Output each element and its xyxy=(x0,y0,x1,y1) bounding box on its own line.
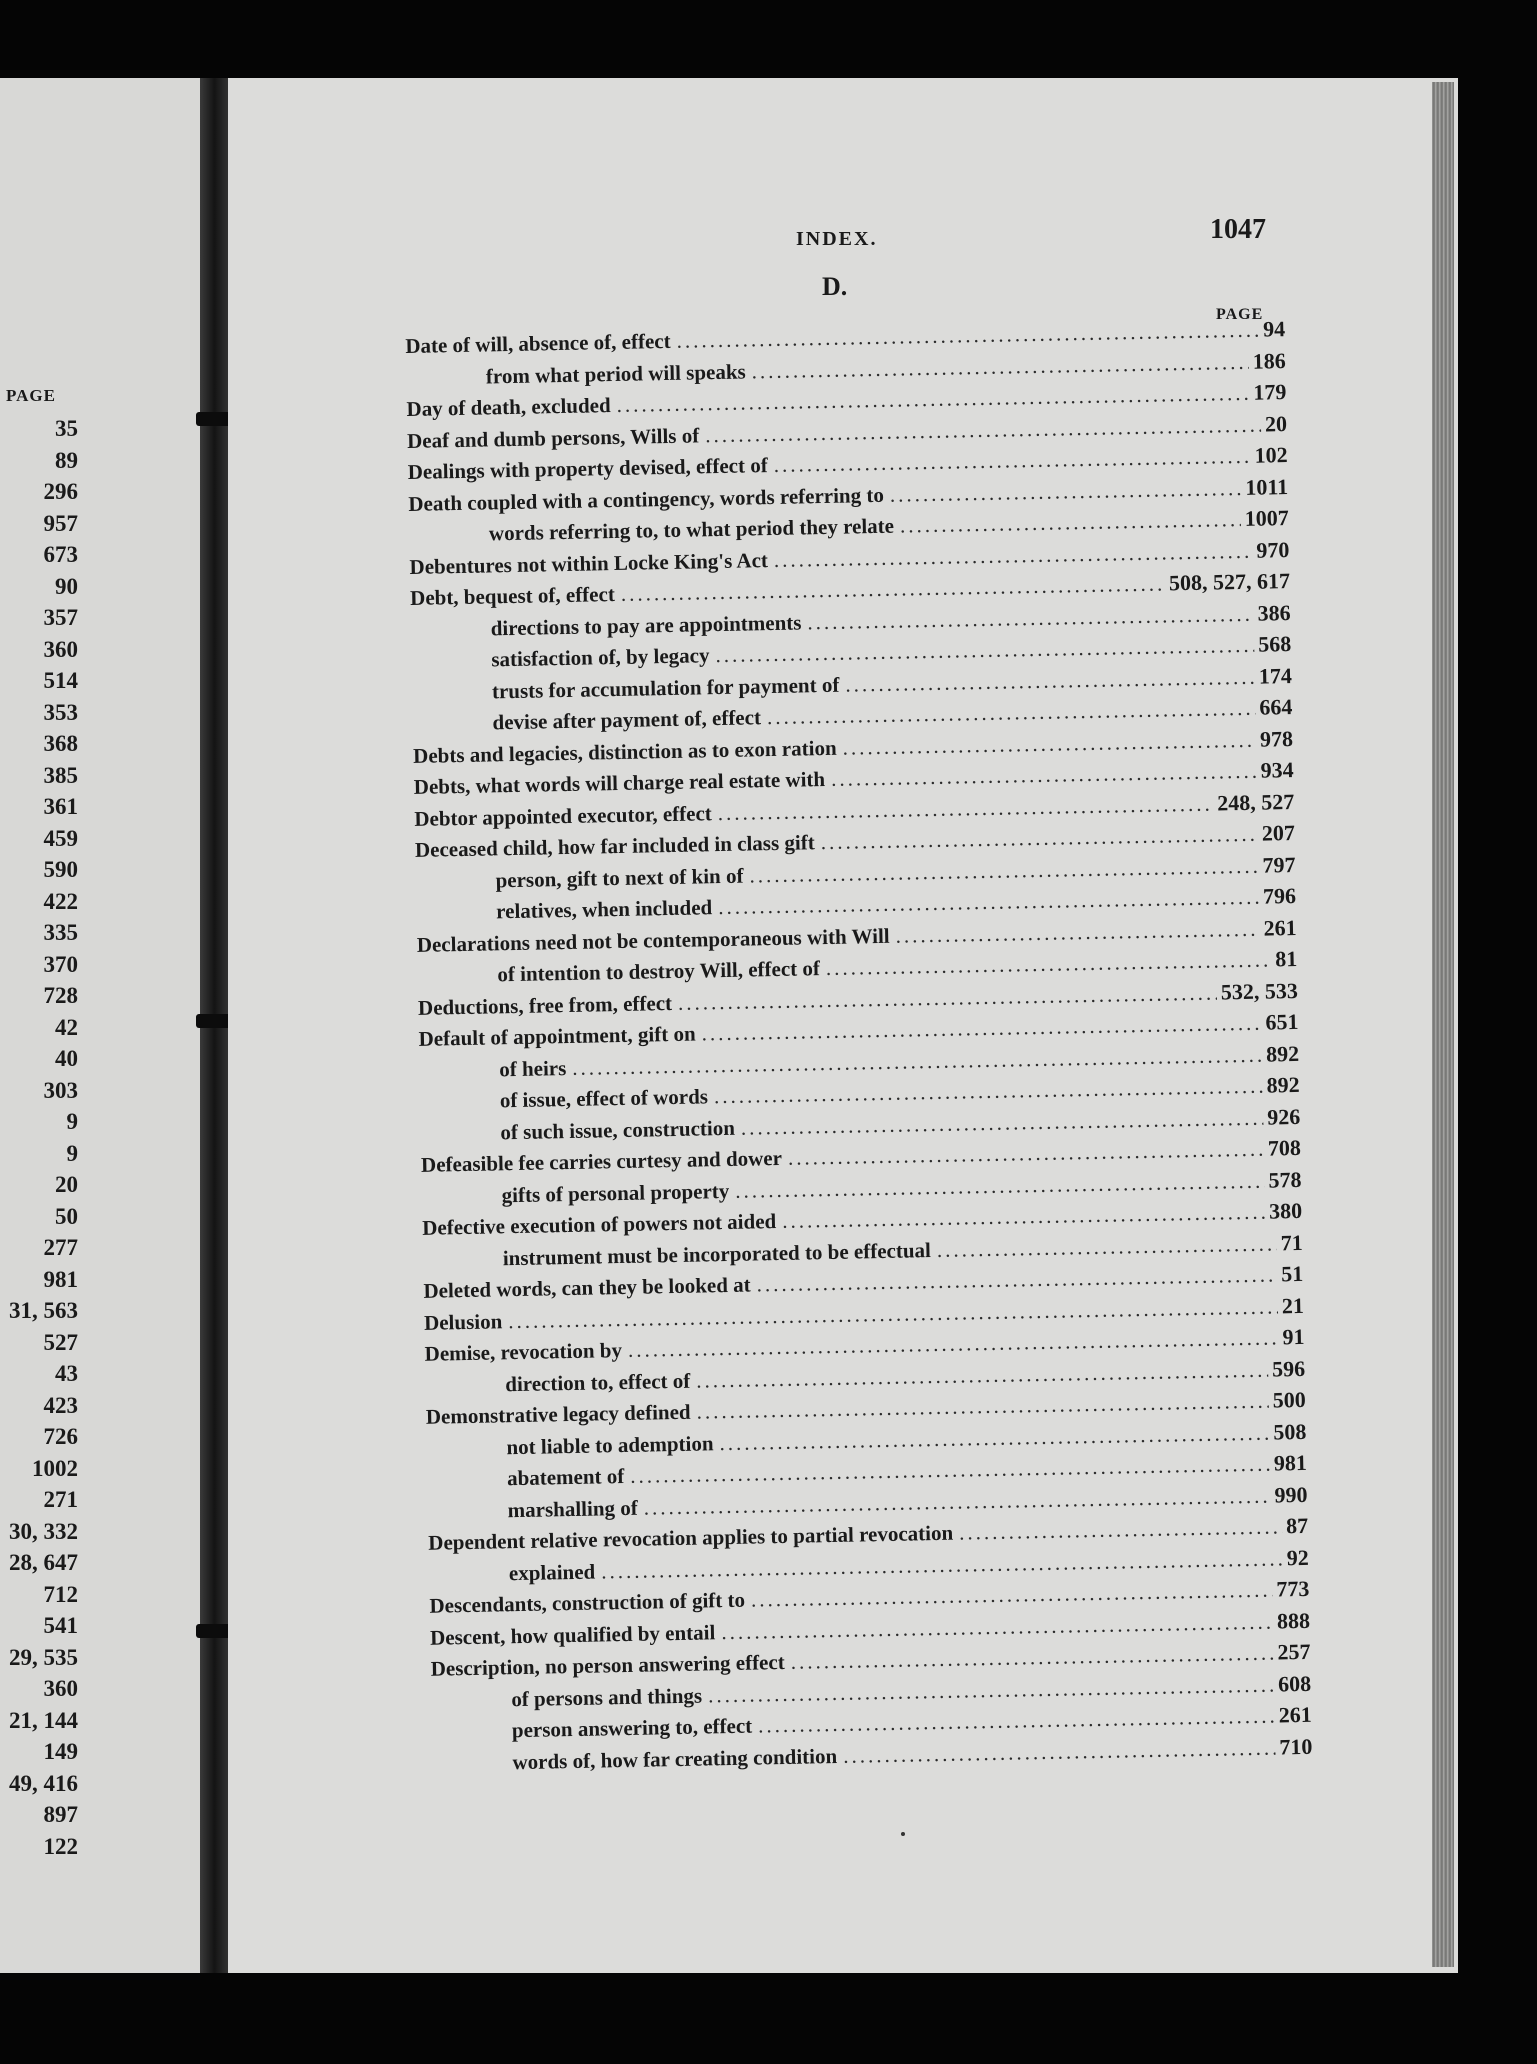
entry-text: abatement of xyxy=(506,1464,625,1491)
left-page-number: 514 xyxy=(43,668,78,693)
left-page-number: 1002 xyxy=(32,1455,78,1481)
entry-pages: 926 xyxy=(1267,1103,1301,1130)
entry-text: Demonstrative legacy defined xyxy=(425,1399,691,1429)
entry-text: Description, no person answering effect xyxy=(430,1649,785,1681)
entry-pages: 664 xyxy=(1259,694,1293,720)
entry-text: Dealings with property devised, effect of xyxy=(407,453,768,484)
left-page-number: 957 xyxy=(43,510,78,536)
entry-text: Demise, revocation by xyxy=(424,1338,623,1366)
left-page-number: 728 xyxy=(43,983,78,1008)
left-page-number: 35 xyxy=(55,416,78,441)
left-page-number: 981 xyxy=(43,1266,78,1292)
left-page-number: 370 xyxy=(43,951,78,977)
entry-pages: 92 xyxy=(1286,1544,1309,1570)
entry-pages: 608 xyxy=(1277,1670,1312,1696)
entry-text: person answering to, effect xyxy=(511,1713,753,1743)
left-page-number: 42 xyxy=(55,1014,78,1040)
entry-pages: 87 xyxy=(1285,1512,1309,1539)
entry-pages: 71 xyxy=(1280,1229,1303,1255)
index-entries xyxy=(405,313,1313,1779)
entry-text: Debentures not within Locke King's Act xyxy=(409,547,769,579)
entry-text: Declarations need not be contemporaneous with Will xyxy=(416,923,890,957)
entry-text: of such issue, construction xyxy=(500,1115,736,1144)
entry-text: of issue, effect of words xyxy=(499,1084,709,1113)
left-column-header: PAGE xyxy=(6,386,56,405)
left-page-number: 90 xyxy=(55,573,78,599)
left-page-number-list xyxy=(0,413,78,1862)
entry-pages: 102 xyxy=(1254,442,1288,468)
entry-pages: 1007 xyxy=(1244,505,1290,531)
left-page-number: 20 xyxy=(55,1172,78,1197)
left-page-number: 361 xyxy=(43,794,78,819)
entry-pages: 91 xyxy=(1282,1323,1305,1350)
left-page-number: 368 xyxy=(43,731,78,756)
entry-text: Deaf and dumb persons, Wills of xyxy=(406,422,700,453)
left-page-number: 541 xyxy=(43,1613,78,1638)
entry-pages: 186 xyxy=(1252,347,1286,374)
entry-pages: 710 xyxy=(1279,1733,1313,1759)
left-page-number: 29, 535 xyxy=(9,1644,78,1670)
entry-pages: 174 xyxy=(1258,662,1293,689)
entry-pages: 773 xyxy=(1276,1575,1310,1602)
entry-pages: 970 xyxy=(1256,536,1290,563)
left-page-number: 360 xyxy=(43,1676,78,1701)
entry-pages: 978 xyxy=(1259,725,1294,752)
entry-text: Death coupled with a contingency, words referring to xyxy=(408,482,885,516)
left-page-number: 335 xyxy=(43,920,78,945)
left-page-number: 726 xyxy=(43,1424,78,1449)
left-page-number: 9 xyxy=(66,1140,78,1166)
entry-text: of persons and things xyxy=(511,1683,703,1711)
entry-text: marshalling of xyxy=(507,1495,638,1522)
entry-pages: 934 xyxy=(1260,757,1294,783)
entry-pages: 257 xyxy=(1277,1638,1311,1665)
entry-pages: 380 xyxy=(1268,1197,1303,1224)
entry-pages: 888 xyxy=(1276,1607,1311,1633)
entry-text: Date of will, absence of, effect xyxy=(405,328,671,358)
entry-text: of heirs xyxy=(498,1055,567,1081)
left-page-number: 30, 332 xyxy=(9,1518,78,1544)
entry-text: Debtor appointed executor, effect xyxy=(414,800,712,831)
left-page-number: 673 xyxy=(43,542,78,567)
left-page-number: 31, 563 xyxy=(9,1298,78,1323)
left-page-number: 89 xyxy=(55,447,78,473)
left-page-number: 712 xyxy=(43,1581,78,1607)
entry-pages: 94 xyxy=(1262,316,1286,342)
left-page-number: 28, 647 xyxy=(9,1550,78,1575)
entry-text: satisfaction of, by legacy xyxy=(491,643,710,672)
page-number: 1047 xyxy=(1210,214,1266,245)
entry-text: Dependent relative revocation applies to partial revocation xyxy=(428,1520,954,1555)
entry-pages: 532, 533 xyxy=(1220,977,1299,1004)
left-page-number: 353 xyxy=(43,699,78,725)
left-page-number: 897 xyxy=(43,1802,78,1827)
entry-text: Defeasible fee carries curtesy and dower xyxy=(420,1145,783,1177)
entry-pages: 990 xyxy=(1274,1481,1308,1508)
left-page-number: 277 xyxy=(43,1235,78,1260)
entry-pages: 708 xyxy=(1267,1134,1302,1161)
entry-pages: 568 xyxy=(1257,631,1292,657)
left-page-number: 49, 416 xyxy=(9,1770,78,1796)
entry-text: Defective execution of powers not aided xyxy=(422,1209,777,1240)
left-page-number: 149 xyxy=(43,1739,78,1764)
entry-pages: 596 xyxy=(1271,1355,1306,1382)
entry-text: words of, how far creating condition xyxy=(512,1743,838,1774)
left-page-number: 527 xyxy=(43,1329,78,1355)
print-speck xyxy=(901,1832,905,1836)
entry-pages: 796 xyxy=(1262,883,1297,909)
entry-pages: 500 xyxy=(1272,1386,1306,1413)
entry-pages: 51 xyxy=(1281,1260,1304,1287)
entry-text: trusts for accumulation for payment of xyxy=(491,672,840,703)
left-page-number: 43 xyxy=(55,1361,78,1386)
entry-text: from what period will speaks xyxy=(485,358,746,388)
entry-pages: 651 xyxy=(1265,1008,1299,1035)
entry-text: explained xyxy=(508,1559,596,1585)
entry-pages: 508 xyxy=(1273,1418,1307,1445)
entry-pages: 892 xyxy=(1265,1040,1300,1067)
left-page-number: 590 xyxy=(43,857,78,882)
entry-text: direction to, effect of xyxy=(505,1368,691,1396)
left-page-number: 423 xyxy=(43,1392,78,1418)
section-letter: D. xyxy=(822,272,848,301)
entry-text: Day of death, excluded xyxy=(406,393,611,421)
running-title: INDEX. xyxy=(796,228,878,250)
entry-text: person, gift to next of kin of xyxy=(495,863,744,892)
entry-pages: 892 xyxy=(1266,1071,1300,1098)
page-edges xyxy=(1432,82,1454,1967)
entry-pages: 508, 527, 617 xyxy=(1168,568,1291,596)
entry-text: gifts of personal property xyxy=(501,1178,730,1207)
left-page-number: 271 xyxy=(43,1487,78,1512)
entry-pages: 797 xyxy=(1262,851,1296,878)
left-page-number: 122 xyxy=(43,1833,78,1859)
entry-text: Deleted words, can they be looked at xyxy=(423,1272,751,1303)
entry-pages: 386 xyxy=(1257,599,1291,626)
entry-text: Debts, what words will charge real estate with xyxy=(413,767,826,799)
entry-pages: 261 xyxy=(1278,1701,1312,1728)
left-page-number: 9 xyxy=(66,1109,78,1134)
left-page-number: 422 xyxy=(43,888,78,914)
entry-pages: 578 xyxy=(1268,1166,1302,1193)
entry-text: Descent, how qualified by entail xyxy=(429,1619,716,1650)
entry-text: Debts and legacies, distinction as to exon ration xyxy=(412,735,837,768)
entry-pages: 207 xyxy=(1261,820,1296,846)
entry-text: instrument must be incorporated to be effectual xyxy=(502,1237,932,1270)
left-page-number: 21, 144 xyxy=(9,1707,78,1733)
entry-text: not liable to ademption xyxy=(506,1430,714,1459)
page-column-header: PAGE xyxy=(1216,306,1264,323)
entry-text: Default of appointment, gift on xyxy=(418,1021,696,1051)
left-page-number: 50 xyxy=(55,1203,78,1229)
entry-text: relatives, when included xyxy=(495,895,713,924)
left-page-number: 357 xyxy=(43,605,78,630)
entry-text: Descendants, construction of gift to xyxy=(429,1587,746,1618)
entry-pages: 81 xyxy=(1274,945,1298,972)
left-page-number: 360 xyxy=(43,636,78,662)
entry-pages: 981 xyxy=(1273,1449,1308,1476)
entry-text: Deductions, free from, effect xyxy=(417,990,673,1020)
entry-pages: 179 xyxy=(1253,379,1287,405)
entry-text: Deceased child, how far included in class gift xyxy=(414,830,815,862)
left-page-number: 303 xyxy=(43,1077,78,1103)
entry-text: Debt, bequest of, effect xyxy=(409,582,616,610)
left-page-number: 385 xyxy=(43,762,78,788)
entry-pages: 21 xyxy=(1281,1292,1305,1318)
left-page-number: 40 xyxy=(55,1046,78,1071)
entry-pages: 20 xyxy=(1264,410,1288,437)
entry-text: Delusion xyxy=(423,1308,503,1335)
left-page xyxy=(0,78,215,1973)
left-page-number: 296 xyxy=(43,479,78,504)
entry-text: devise after payment of, effect xyxy=(492,705,762,735)
entry-text: words referring to, to what period they relate xyxy=(488,513,895,546)
entry-pages: 1011 xyxy=(1245,473,1289,500)
entry-pages: 261 xyxy=(1263,914,1297,941)
entry-pages: 248, 527 xyxy=(1216,788,1295,815)
left-page-number: 459 xyxy=(43,825,78,851)
entry-text: directions to pay are appointments xyxy=(490,609,802,640)
entry-text: of intention to destroy Will, effect of xyxy=(497,956,821,987)
